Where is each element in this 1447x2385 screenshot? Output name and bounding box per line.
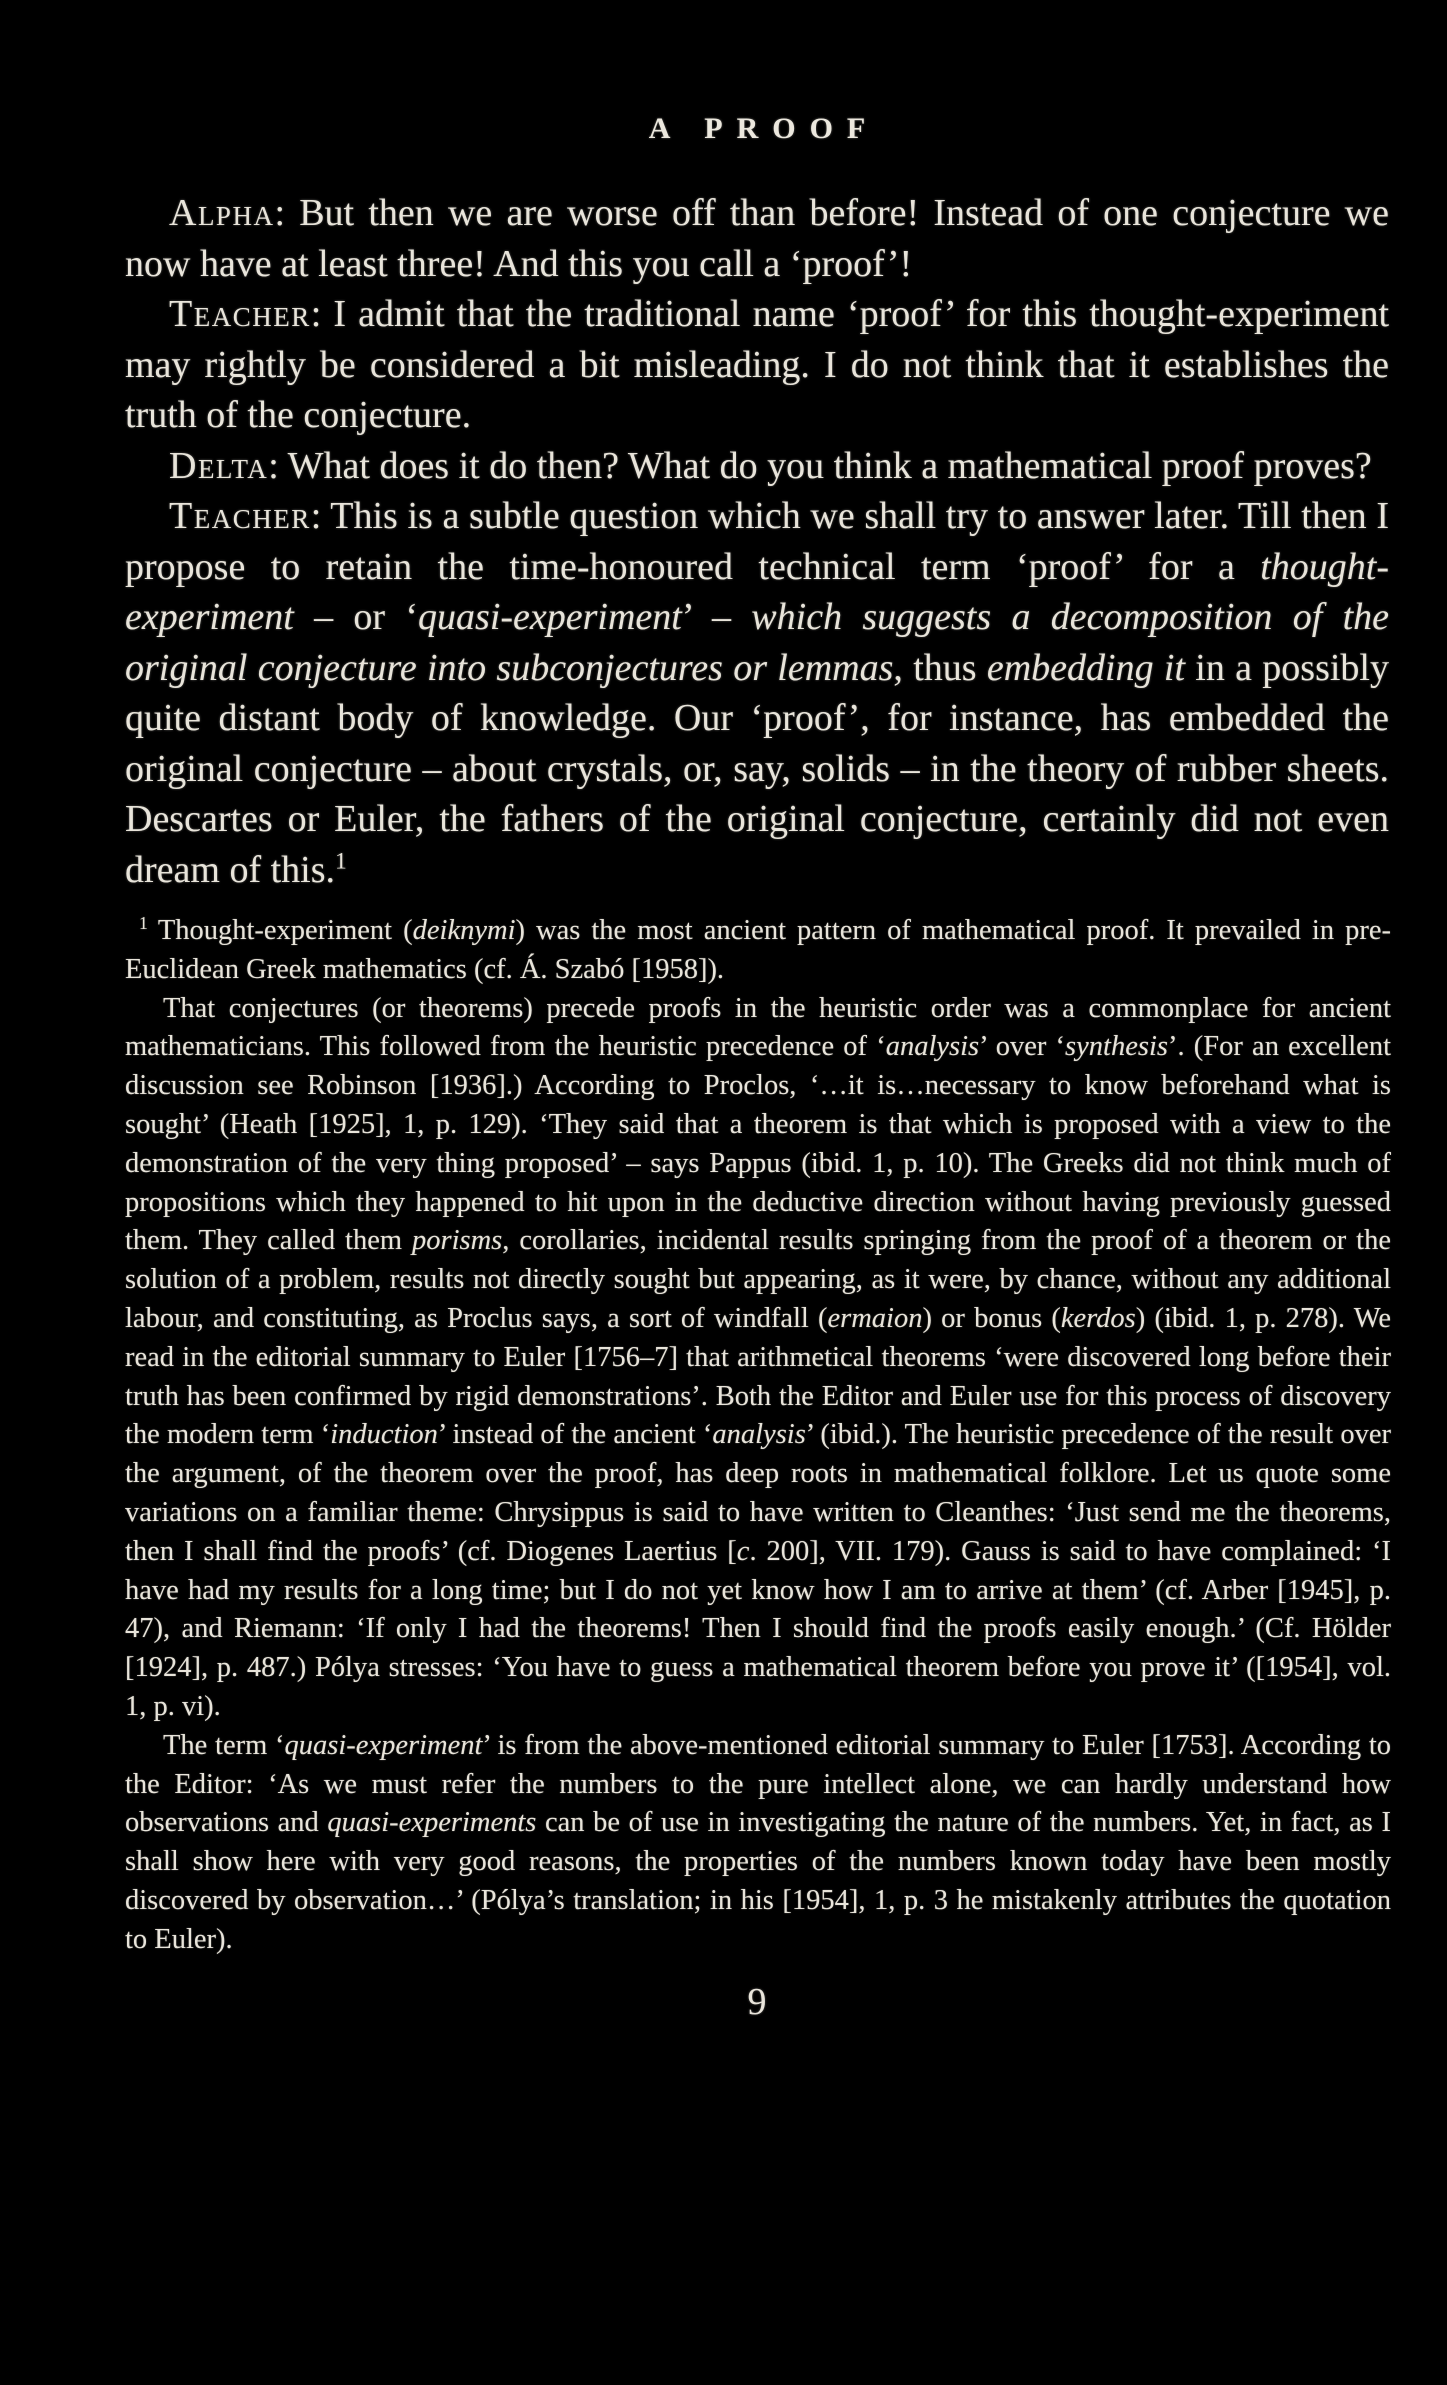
dialogue-section xyxy=(125,188,1389,895)
page-number: 9 xyxy=(747,1980,767,2023)
speaker-name-alpha: Alpha xyxy=(169,192,275,234)
footnote-paragraph-1 xyxy=(125,912,1391,990)
dialogue-paragraph-teacher-2 xyxy=(125,491,1389,895)
dialogue-text-delta: : What does it do then? What do you think a mathematical proof proves? xyxy=(268,444,1372,487)
footnote-text-2: That conjectures (or theorems) precede proofs in the heuristic order was a commonplace for ancient mathematicians. This followed from the heuristic precedence of ‘analysis’ over ‘synthesis’. (For an excellent discussion see Robinson [1936].) According to Proclos, ‘…it is…necessary to know beforehand what is sought’ (Heath [1925], 1, p. 129). ‘They said that a theorem is that which is proposed with a view to the demonstration of the very thing proposed’ – says Pappus (ibid. 1, p. 10). The Greeks did not think much of propositions which they happened to hit upon in the deductive direction without having previously guessed them. They called them porisms, corollaries, incidental results springing from the proof of a theorem or the solution of a problem, results not directly sought but appearing, as it were, by chance, without any additional labour, and constituting, as Proclus says, a sort of windfall (ermaion) or bonus (kerdos) (ibid. 1, p. 278). We read in the editorial summary to Euler [1756–7] that arithmetical theorems ‘were discovered long before their truth has been confirmed by rigid demonstrations’. Both the Editor and Euler use for this process of discovery the modern term ‘induction’ instead of the ancient ‘analysis’ (ibid.). The heuristic precedence of the result over the argument, of the theorem over the proof, has deep roots in mathematical folklore. Let us quote some variations on a familiar theme: Chrysippus is said to have written to Cleanthes: ‘Just send me the theorems, then I shall find the proofs’ (cf. Diogenes Laertius [c. 200], VII. 179). Gauss is said to have complained: ‘I have had my results for a long time; but I do not yet know how I am to arrive at them’ (cf. Arber [1945], p. 47), and Riemann: ‘If only I had the theorems! Then I should find the proofs easily enough.’ (Cf. Hölder [1924], p. 487.) Pólya stresses: ‘You have to guess a mathematical theorem before you prove it’ ([1954], vol. 1, p. vi). xyxy=(125,992,1392,1722)
footnote-text-1: Thought-experiment (deiknymi) was the most ancient pattern of mathematical proof. It prevailed in pre-Euclidean Greek mathematics (cf. Á. Szabó [1958]). xyxy=(125,915,1391,985)
dialogue-paragraph-delta xyxy=(125,441,1389,492)
footnote-paragraph-3 xyxy=(125,1727,1391,1960)
dialogue-text-teacher-1: : I admit that the traditional name ‘proof’ for this thought-experiment may rightly be considered a bit misleading. I do not think that it establishes the truth of the conjecture. xyxy=(125,293,1389,436)
dialogue-paragraph-alpha xyxy=(125,188,1389,289)
speaker-name-teacher-2: Teacher xyxy=(169,495,311,537)
footnote-marker: 1 xyxy=(139,912,148,933)
dialogue-text-teacher-2: : This is a subtle question which we shall try to answer later. Till then I propose to retain the time-honoured technical term ‘proof’ for a thought-experiment – or ‘quasi-experiment’ – which suggests a decomposition of the original conjecture into subconjectures or lemmas, thus embedding it in a possibly quite distant body of knowledge. Our ‘proof’, for instance, has embedded the original conjecture – about crystals, or, say, solids – in the theory of rubber sheets. Descartes or Euler, the fathers of the original conjecture, certainly did not even dream of this.$^1$ xyxy=(125,495,1389,891)
dialogue-text-alpha: : But then we are worse off than before! Instead of one conjecture we now have at least three! And this you call a ‘proof’! xyxy=(125,192,1389,285)
page-header: A PROOF xyxy=(648,112,880,145)
footnote-text-3: The term ‘quasi-experiment’ is from the above-mentioned editorial summary to Euler [1753]. According to the Editor: ‘As we must refer the numbers to the pure intellect alone, we can hardly understand how observations and quasi-experiments can be of use in investigating the nature of the numbers. Yet, in fact, as I shall show here with very good reasons, the properties of the numbers known today have been mostly discovered by observation…’ (Pólya’s translation; in his [1954], 1, p. 3 he mistakenly attributes the quotation to Euler). xyxy=(125,1729,1391,1955)
dialogue-paragraph-teacher-1 xyxy=(125,289,1389,441)
footnote-paragraph-2 xyxy=(125,990,1391,1727)
speaker-name-teacher-1: Teacher xyxy=(169,293,311,335)
footnote-section xyxy=(125,912,1391,1960)
speaker-name-delta: Delta xyxy=(169,444,269,487)
